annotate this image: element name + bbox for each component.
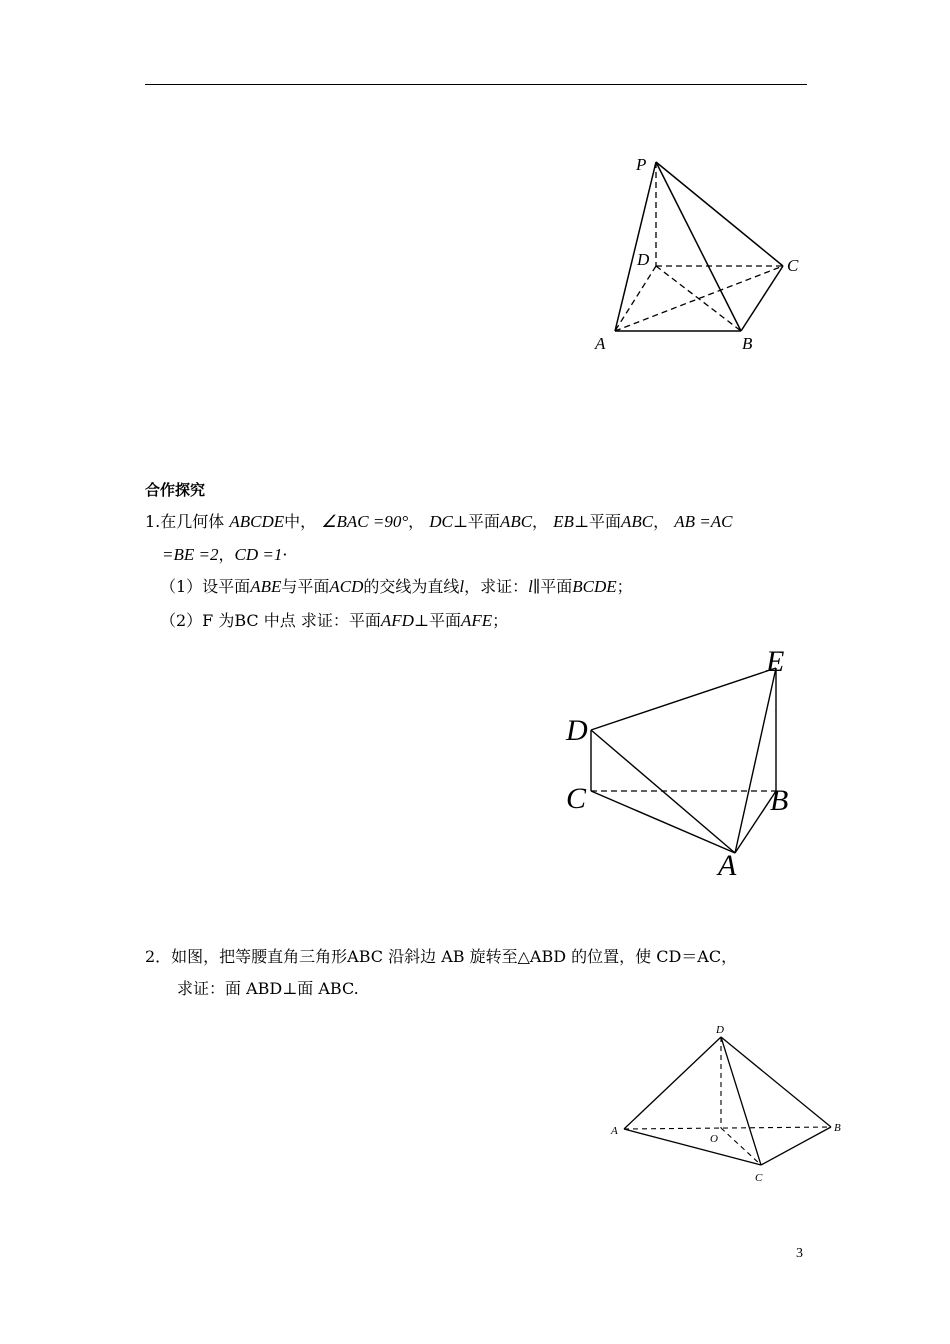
problem2-statement-line1: 2．如图，把等腰直角三角形ABC 沿斜边 AB 旋转至△ABD 的位置，使 CD＝AC， [145,947,738,966]
edge-dc [721,1037,761,1165]
point-label-o: O [710,1133,718,1145]
page-number: 3 [796,1246,803,1261]
vertex-label-c: C [566,782,587,815]
edge-ca [591,791,735,853]
vertex-label-c: C [787,256,799,275]
problem1-part2: （2）F 为BC 中点 求证：平面AFD⊥平面AFE； [160,611,509,630]
vertex-label-e: E [766,645,785,678]
edge-ea [735,668,776,853]
vertex-label-a: A [611,1125,618,1137]
figure-solid-abcde [560,640,810,890]
edge-da-hidden [615,266,656,331]
diagonal-db-hidden [656,266,741,331]
vertex-label-c: C [755,1172,763,1184]
edge-ac [624,1129,761,1165]
problem1-statement-line2: =BE =2，CD =1· [162,545,288,564]
edge-bc [741,266,783,331]
problem1-part1: （1）设平面ABE与平面ACD的交线为直线l，求证：l∥平面BCDE； [160,577,633,596]
figure-tetrahedron-dabc [605,1020,845,1190]
figure-pyramid-pabcd [590,150,810,360]
vertex-label-d: D [566,714,588,747]
vertex-label-d: D [637,250,650,269]
edge-da [624,1037,721,1129]
vertex-label-d: D [716,1024,724,1036]
vertex-label-a: A [718,849,737,882]
vertex-label-p: P [636,155,647,174]
edge-pa [615,162,656,331]
problem1-number: 1. [145,512,161,531]
vertex-label-a: A [595,334,606,353]
problem2-statement-line2: 求证：面 ABD⊥面 ABC. [177,979,359,998]
edge-pb [656,162,741,331]
edge-db [721,1037,831,1127]
section-heading: 合作探究 [145,481,206,499]
edge-bc [761,1127,831,1165]
vertex-label-b: B [834,1122,841,1134]
vertex-label-b: B [770,784,789,817]
vertex-label-b: B [742,334,753,353]
problem1-statement-line1: 1.在几何体 ABCDE中， ∠BAC =90°， DC⊥平面ABC， EB⊥平面ABC， AB =AC [145,512,733,531]
header-rule [145,84,807,85]
edge-ab-hidden [624,1127,831,1129]
diagonal-ac-hidden [615,266,783,331]
edge-de [591,668,776,730]
edge-pc [656,162,783,266]
